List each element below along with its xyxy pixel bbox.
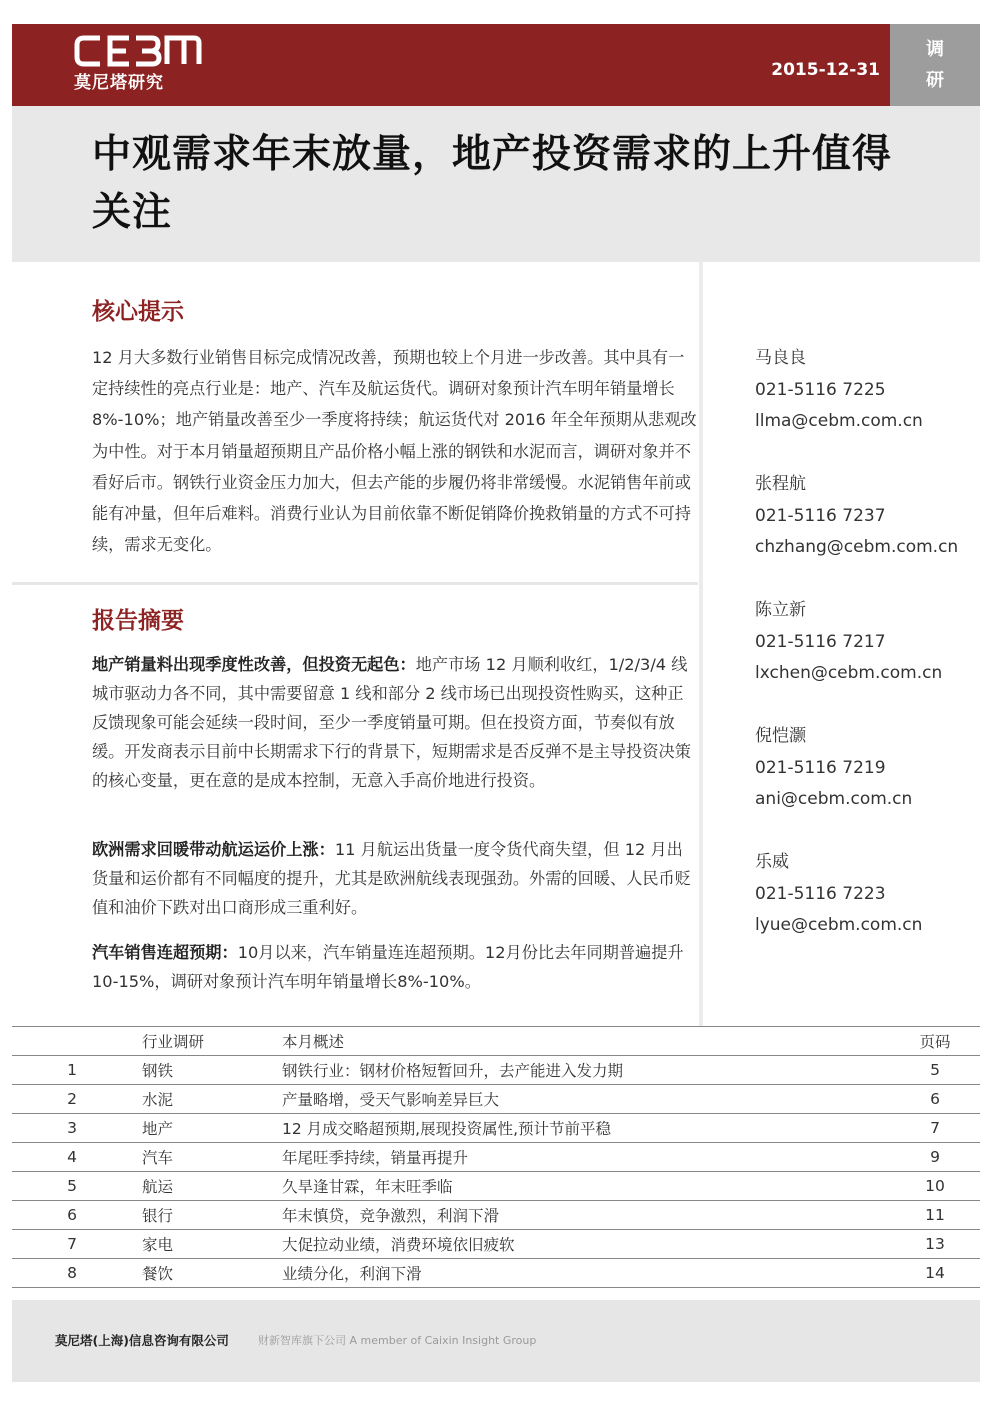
- row-page: 9: [930, 1148, 940, 1166]
- row-industry: 航运: [142, 1178, 174, 1196]
- paragraph-body: 地产市场 12 月顺利收红，1/2/3/4 线城市驱动力各不同，其中需要留意 1 线和部分 2 线市场已出现投资性购买，这种正反馈现象可能会延续一段时间，至少一季度销量可期。但在投资方面，节奏似有放缓。开发商表示目前中长期需求下行的背景下，短期需求是否反弹不是主导投资决策的核心变量，更在意的是成本控制，无意入手高价地进行投资。: [92, 655, 691, 790]
- row-industry: 水泥: [142, 1091, 174, 1109]
- row-num: 2: [67, 1090, 77, 1108]
- paragraph-body: 10月以来，汽车销量连连超预期。12月份比去年同期普遍提升10-15%，调研对象预计汽车明年销量增长8%-10%。: [92, 943, 684, 991]
- table-row[interactable]: [12, 1085, 980, 1114]
- table-header-row: [12, 1027, 980, 1056]
- row-desc: 年尾旺季持续，销量再提升: [282, 1149, 469, 1167]
- row-page: 14: [925, 1264, 945, 1282]
- logo-subtitle: 莫尼塔研究: [74, 73, 164, 93]
- contact-card: [755, 721, 985, 847]
- contact-name: 乐威: [755, 852, 789, 872]
- paragraph-body: 11 月航运出货量一度令货代商失望，但 12 月出货量和运价都有不同幅度的提升，尤其是欧洲航线表现强劲。外需的回暖、人民币贬值和油价下跌对出口商形成三重利好。: [92, 840, 691, 917]
- footer-company: 莫尼塔(上海)信息咨询有限公司: [55, 1333, 229, 1348]
- cebm-logo: [74, 34, 204, 68]
- contact-phone: 021-5116 7223: [755, 883, 886, 904]
- row-desc: 业绩分化，利润下滑: [282, 1265, 422, 1283]
- row-industry: 餐饮: [142, 1265, 174, 1283]
- title-band: [12, 106, 980, 262]
- contact-card: [755, 469, 985, 595]
- row-page: 7: [930, 1119, 940, 1137]
- row-page: 5: [930, 1061, 940, 1079]
- row-industry: 汽车: [142, 1149, 174, 1167]
- contact-phone: 021-5116 7237: [755, 505, 886, 526]
- header-page: 页码: [919, 1033, 951, 1051]
- report-type-tag: [890, 24, 980, 106]
- table-row[interactable]: [12, 1056, 980, 1085]
- row-industry: 家电: [142, 1236, 174, 1254]
- header-desc: 本月概述: [282, 1033, 345, 1051]
- table-row[interactable]: [12, 1172, 980, 1201]
- row-industry: 银行: [142, 1207, 174, 1225]
- row-desc: 钢铁行业：钢材价格短暂回升，去产能进入发力期: [282, 1062, 624, 1080]
- contact-name: 马良良: [755, 348, 806, 368]
- header-num: [12, 1027, 132, 1056]
- contact-name: 陈立新: [755, 600, 806, 620]
- table-row[interactable]: [12, 1230, 980, 1259]
- row-industry: 钢铁: [142, 1062, 174, 1080]
- summary-paragraph: [92, 650, 698, 795]
- core-heading: 核心提示: [92, 299, 184, 325]
- paragraph-lead: 欧洲需求回暖带动航运运价上涨：: [92, 840, 335, 859]
- contact-email[interactable]: chzhang@cebm.com.cn: [755, 537, 959, 557]
- contact-email[interactable]: lxchen@cebm.com.cn: [755, 663, 943, 683]
- row-num: 5: [67, 1177, 77, 1195]
- contact-phone: 021-5116 7225: [755, 379, 886, 400]
- header-industry: 行业调研: [142, 1033, 205, 1051]
- row-desc: 久旱逢甘霖，年末旺季临: [282, 1178, 453, 1196]
- row-desc: 年末慎贷，竞争激烈，利润下滑: [282, 1207, 500, 1225]
- row-num: 3: [67, 1119, 77, 1137]
- row-page: 10: [925, 1177, 945, 1195]
- row-page: 11: [925, 1206, 945, 1224]
- report-date: 2015-12-31: [771, 60, 880, 80]
- row-num: 1: [67, 1061, 77, 1079]
- page-footer: [12, 1300, 980, 1382]
- core-text: 12 月大多数行业销售目标完成情况改善，预期也较上个月进一步改善。其中具有一定持续性的亮点行业是：地产、汽车及航运货代。调研对象预计汽车明年销量增长 8%-10%；地产销量改善至少一季度将持续；航运货代对 2016 年全年预期从悲观改为中性。对于本月销量超预期且产品价格小幅上涨的钢铁和水泥而言，调研对象并不看好后市。钢铁行业资金压力加大，但去产能的步履仍将非常缓慢。水泥销售年前或能有冲量，但年后难料。消费行业认为目前依靠不断促销降价挽救销量的方式不可持续，需求无变化。: [92, 348, 697, 555]
- contact-email[interactable]: lyue@cebm.com.cn: [755, 915, 923, 935]
- row-page: 13: [925, 1235, 945, 1253]
- row-num: 8: [67, 1264, 77, 1282]
- row-industry: 地产: [142, 1120, 174, 1138]
- tag-char: 研: [926, 70, 944, 91]
- table-row[interactable]: [12, 1114, 980, 1143]
- summary-heading: 报告摘要: [92, 608, 184, 634]
- section-divider: [12, 582, 698, 585]
- row-num: 4: [67, 1148, 77, 1166]
- table-row[interactable]: [12, 1143, 980, 1172]
- table-row[interactable]: [12, 1259, 980, 1288]
- contact-phone: 021-5116 7219: [755, 757, 886, 778]
- row-num: 6: [67, 1206, 77, 1224]
- summary-paragraph: [92, 835, 698, 922]
- contact-email[interactable]: llma@cebm.com.cn: [755, 411, 923, 431]
- column-divider: [699, 262, 703, 1026]
- paragraph-lead: 地产销量料出现季度性改善，但投资无起色：: [92, 655, 416, 674]
- row-page: 6: [930, 1090, 940, 1108]
- industry-table: [12, 1026, 980, 1288]
- contact-name: 张程航: [755, 474, 806, 494]
- contact-name: 倪恺灏: [755, 726, 806, 746]
- table-row[interactable]: [12, 1201, 980, 1230]
- footer-note: 财新智库旗下公司 A member of Caixin Insight Group: [258, 1334, 537, 1347]
- row-num: 7: [67, 1235, 77, 1253]
- report-title: 中观需求年末放量，地产投资需求的上升值得关注: [92, 132, 893, 235]
- tag-char: 调: [926, 39, 944, 60]
- contact-email[interactable]: ani@cebm.com.cn: [755, 789, 913, 809]
- summary-paragraph: [92, 938, 698, 996]
- paragraph-lead: 汽车销售连超预期：: [92, 943, 238, 962]
- contact-card: [755, 343, 985, 469]
- row-desc: 大促拉动业绩，消费环境依旧疲软: [282, 1236, 515, 1254]
- analyst-contacts: [755, 343, 985, 973]
- header-banner: [12, 24, 890, 106]
- row-desc: 12 月成交略超预期,展现投资属性,预计节前平稳: [282, 1120, 612, 1138]
- row-desc: 产量略增，受天气影响差异巨大: [282, 1091, 500, 1109]
- contact-card: [755, 847, 985, 973]
- contact-phone: 021-5116 7217: [755, 631, 886, 652]
- contact-card: [755, 595, 985, 721]
